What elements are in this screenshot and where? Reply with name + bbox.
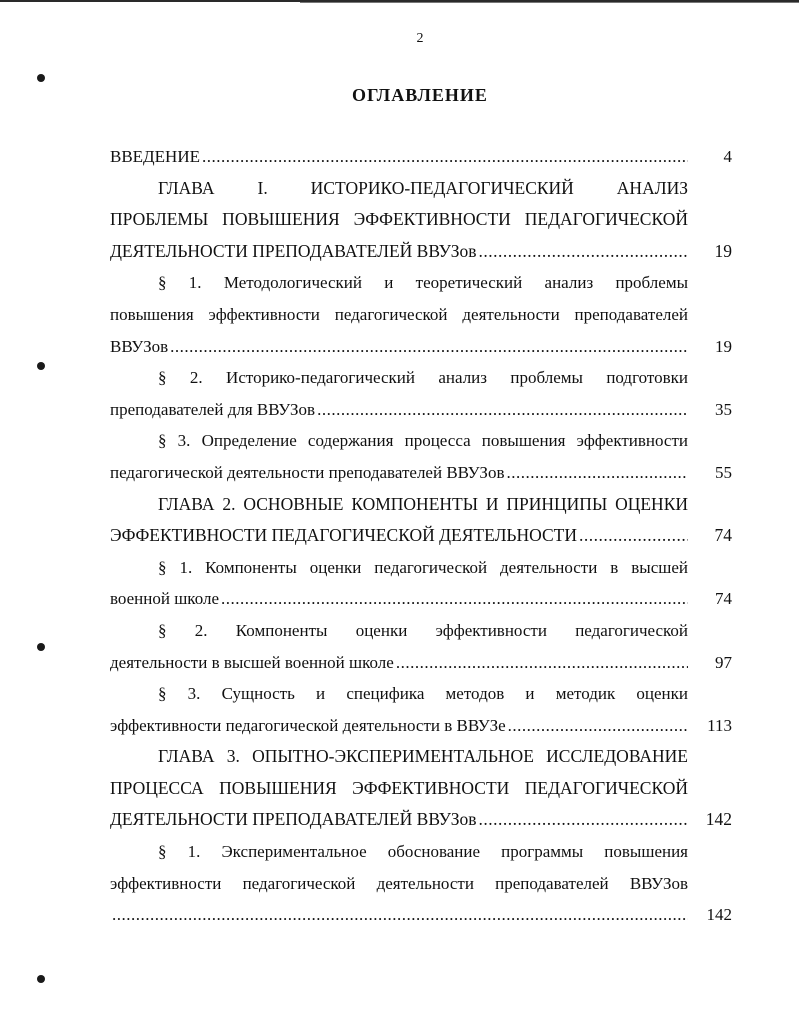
toc-line: повышения эффективности педагогической деятельности преподавателей xyxy=(110,304,688,324)
toc-page-number: 4 xyxy=(723,147,732,166)
toc-entry-intro xyxy=(110,141,732,173)
toc-page-number: 19 xyxy=(715,336,732,356)
toc-entry-section xyxy=(110,836,732,931)
toc-page-number: 74 xyxy=(715,589,732,609)
toc-line-with-page xyxy=(110,331,732,363)
toc-page-number: 74 xyxy=(714,525,732,546)
dot-leader xyxy=(579,520,688,552)
toc-entry-chapter xyxy=(110,173,732,268)
toc-line: § 2. Компоненты оценки эффективности педагогической xyxy=(158,620,688,640)
toc-page-number: 142 xyxy=(706,905,732,925)
dot-leader xyxy=(170,331,688,363)
dot-leader xyxy=(396,647,688,679)
scan-edge-shadow xyxy=(300,2,799,3)
toc-line: ВВУЗов xyxy=(110,336,169,356)
dot-leader xyxy=(317,394,688,426)
toc-page-number: 142 xyxy=(705,809,732,830)
toc-line: военной школе xyxy=(110,589,219,609)
table-of-contents xyxy=(110,141,732,931)
toc-line-with-page xyxy=(110,141,732,173)
toc-line: § 3. Определение содержания процесса повышения эффективности xyxy=(158,431,688,451)
binding-hole-mark xyxy=(37,74,45,82)
toc-line: ДЕЯТЕЛЬНОСТИ ПРЕПОДАВАТЕЛЕЙ ВВУЗов xyxy=(110,809,477,830)
toc-line: ГЛАВА 3. ОПЫТНО-ЭКСПЕРИМЕНТАЛЬНОЕ ИССЛЕДОВАНИЕ xyxy=(158,746,688,767)
dot-leader xyxy=(221,583,688,615)
toc-line: § 1. Методологический и теоретический анализ проблемы xyxy=(158,273,688,293)
dot-leader xyxy=(479,236,688,268)
toc-page-number: 97 xyxy=(715,652,732,672)
toc-line: ДЕЯТЕЛЬНОСТИ ПРЕПОДАВАТЕЛЕЙ ВВУЗов xyxy=(110,240,477,261)
toc-entry-chapter xyxy=(110,741,732,836)
toc-entry-section xyxy=(110,267,732,362)
toc-line: эффективности педагогической деятельности преподавателей ВВУЗов xyxy=(110,873,688,893)
toc-line-with-page xyxy=(110,583,732,615)
toc-page-number: 35 xyxy=(715,399,732,419)
toc-line-with-page xyxy=(110,710,732,742)
toc-page-number: 19 xyxy=(714,240,732,261)
toc-page-number: 55 xyxy=(715,462,732,482)
toc-line: преподавателей для ВВУЗов xyxy=(110,399,316,419)
binding-hole-mark xyxy=(37,362,45,370)
toc-line-with-page xyxy=(110,520,732,552)
toc-entry-section xyxy=(110,615,732,678)
dot-leader xyxy=(112,899,688,931)
toc-line: ВВЕДЕНИЕ xyxy=(110,147,200,166)
toc-line-with-page xyxy=(110,647,732,679)
toc-line: ПРОБЛЕМЫ ПОВЫШЕНИЯ ЭФФЕКТИВНОСТИ ПЕДАГОГИЧЕСКОЙ xyxy=(110,209,688,230)
dot-leader xyxy=(506,457,688,489)
toc-line: § 3. Сущность и специфика методов и методик оценки xyxy=(158,684,688,704)
toc-entry-chapter xyxy=(110,489,732,552)
toc-line: эффективности педагогической деятельности в ВВУЗе xyxy=(110,715,506,735)
toc-line-with-page xyxy=(110,457,732,489)
toc-line-with-page xyxy=(110,899,732,931)
toc-entry-section xyxy=(110,425,732,488)
toc-entry-section xyxy=(110,362,732,425)
toc-page-number: 113 xyxy=(707,715,732,735)
toc-entry-section xyxy=(110,552,732,615)
toc-entry-section xyxy=(110,678,732,741)
toc-line: ГЛАВА 2. ОСНОВНЫЕ КОМПОНЕНТЫ И ПРИНЦИПЫ ОЦЕНКИ xyxy=(158,493,688,514)
toc-line-with-page xyxy=(110,804,732,836)
toc-line: ГЛАВА I. ИСТОРИКО-ПЕДАГОГИЧЕСКИЙ АНАЛИЗ xyxy=(158,177,688,198)
toc-line: § 1. Экспериментальное обоснование программы повышения xyxy=(158,842,688,862)
page-number: 2 xyxy=(416,31,424,46)
toc-line: деятельности в высшей военной школе xyxy=(110,652,394,672)
toc-line-with-page xyxy=(110,236,732,268)
toc-line: педагогической деятельности преподавателей ВВУЗов xyxy=(110,462,505,482)
toc-line: § 1. Компоненты оценки педагогической деятельности в высшей xyxy=(158,557,688,577)
dot-leader xyxy=(479,804,688,836)
dot-leader xyxy=(202,141,688,173)
toc-line: ЭФФЕКТИВНОСТИ ПЕДАГОГИЧЕСКОЙ ДЕЯТЕЛЬНОСТИ xyxy=(110,525,577,546)
toc-line: ПРОЦЕССА ПОВЫШЕНИЯ ЭФФЕКТИВНОСТИ ПЕДАГОГИЧЕСКОЙ xyxy=(110,777,688,798)
page-title: ОГЛАВЛЕНИЕ xyxy=(352,85,488,105)
binding-hole-mark xyxy=(37,975,45,983)
dot-leader xyxy=(508,710,688,742)
binding-hole-mark xyxy=(37,643,45,651)
toc-line: § 2. Историко-педагогический анализ проблемы подготовки xyxy=(158,368,688,388)
toc-line-with-page xyxy=(110,394,732,426)
